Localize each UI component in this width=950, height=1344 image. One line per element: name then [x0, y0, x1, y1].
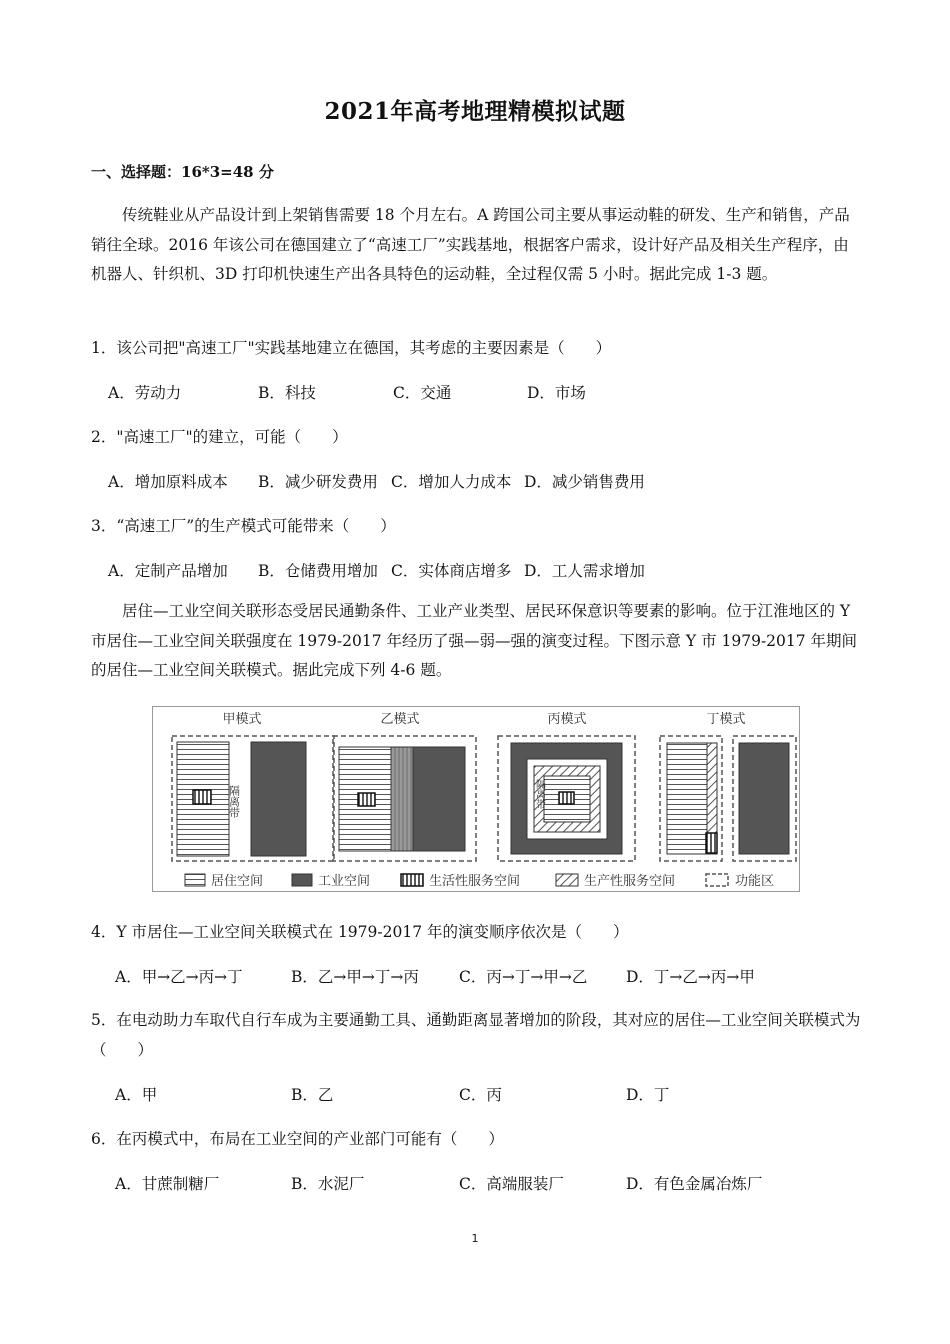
question-6-option-a: A．甘蔗制糖厂 — [115, 1175, 220, 1193]
question-6-option-c: C．高端服装厂 — [459, 1175, 564, 1193]
question-2-option-d: D．减少销售费用 — [524, 473, 645, 491]
question-4-option-c: C．丙→丁→甲→乙 — [459, 968, 588, 986]
question-6-option-b: B．水泥厂 — [291, 1175, 365, 1193]
question-1-option-a: A．劳动力 — [108, 384, 182, 402]
question-2-option-c: C．增加人力成本 — [391, 473, 512, 491]
pattern-bing — [498, 736, 635, 861]
question-4-stem: 4．Y 市居住—工业空间关联模式在 1979-2017 年的演变顺序依次是（ ） — [91, 923, 629, 941]
question-3-stem: 3．“高速工厂”的生产模式可能带来（ ） — [91, 517, 396, 535]
question-2-option-a: A．增加原料成本 — [108, 473, 228, 491]
page-number: 1 — [471, 1232, 479, 1245]
passage-1-text: 传统鞋业从产品设计到上架销售需要 18 个月左右。A 跨国公司主要从事运动鞋的研发、生产和销售，产品销往全球。2016 年该公司在德国建立了“高速工厂”实践基地，根据客户需求，设计好产品及相关生产程序，由机器人、针织机、3D 打印机快速生产出各具特色的运动鞋，全过程仅需 5 小时。据此完成 1-3 题。 — [91, 206, 850, 283]
question-6-stem: 6．在丙模式中，布局在工业空间的产业部门可能有（ ） — [91, 1130, 504, 1148]
pattern-figure — [152, 706, 800, 892]
legend-functional-area: 功能区 — [735, 874, 775, 889]
page-title: 2021年高考地理精模拟试题 — [324, 98, 626, 125]
question-4-option-a: A．甲→乙→丙→丁 — [115, 968, 243, 986]
question-3-option-d: D．工人需求增加 — [524, 562, 645, 580]
pattern-diagram — [153, 707, 799, 891]
passage-2-text: 居住—工业空间关联形态受居民通勤条件、工业产业类型、居民环保意识等要素的影响。位于江淮地区的 Y 市居住—工业空间关联强度在 1979-2017 年经历了强—弱—强的演变过程。下图示意 Y 市 1979-2017 年期间的居住—工业空间关联模式。据此完成下列 4-6 题。 — [91, 602, 858, 679]
question-3-option-b: B．仓储费用增加 — [258, 562, 378, 580]
question-2-stem: 2．"高速工厂"的建立，可能（ ） — [91, 428, 348, 446]
question-5-option-c: C．丙 — [459, 1086, 502, 1104]
question-1-option-d: D．市场 — [527, 384, 586, 402]
question-5-option-a: A．甲 — [115, 1086, 158, 1104]
passage-2 — [91, 597, 861, 686]
question-5-option-d: D．丁 — [626, 1086, 670, 1104]
question-4-option-d: D．丁→乙→丙→甲 — [626, 968, 755, 986]
pattern-jia — [172, 736, 334, 861]
question-2-option-b: B．减少研发费用 — [258, 473, 378, 491]
buffer-zone-label-bing: 隔离带 — [533, 779, 545, 809]
question-6-option-d: D．有色金属冶炼厂 — [626, 1175, 763, 1193]
figure-legend — [185, 873, 774, 889]
section-heading: 一、选择题：16*3=48 分 — [91, 163, 274, 181]
pattern-label-jia: 甲模式 — [222, 712, 262, 727]
legend-production-service: 生产性服务空间 — [584, 874, 676, 889]
pattern-label-bing: 丙模式 — [547, 712, 587, 727]
pattern-yi — [333, 736, 476, 861]
question-3-option-c: C．实体商店增多 — [391, 562, 512, 580]
pattern-ding — [660, 736, 796, 861]
question-1-option-b: B．科技 — [258, 384, 316, 402]
question-3-option-a: A．定制产品增加 — [108, 562, 228, 580]
buffer-zone-label-jia: 隔离带 — [227, 785, 241, 818]
pattern-label-yi: 乙模式 — [380, 712, 420, 727]
question-5-option-b: B．乙 — [291, 1086, 334, 1104]
passage-1 — [91, 201, 861, 290]
question-5-stem: 5．在电动助力车取代自行车成为主要通勤工具、通勤距离显著增加的阶段，其对应的居住—工业空间关联模式为（ ） — [91, 1011, 861, 1059]
legend-residential: 居住空间 — [211, 874, 264, 889]
question-4-option-b: B．乙→甲→丁→丙 — [291, 968, 419, 986]
legend-industrial: 工业空间 — [318, 874, 371, 889]
legend-life-service: 生活性服务空间 — [429, 874, 521, 889]
question-1-stem: 1．该公司把"高速工厂"实践基地建立在德国，其考虑的主要因素是（ ） — [91, 339, 612, 357]
pattern-label-ding: 丁模式 — [706, 712, 746, 727]
question-1-option-c: C．交通 — [393, 384, 452, 402]
